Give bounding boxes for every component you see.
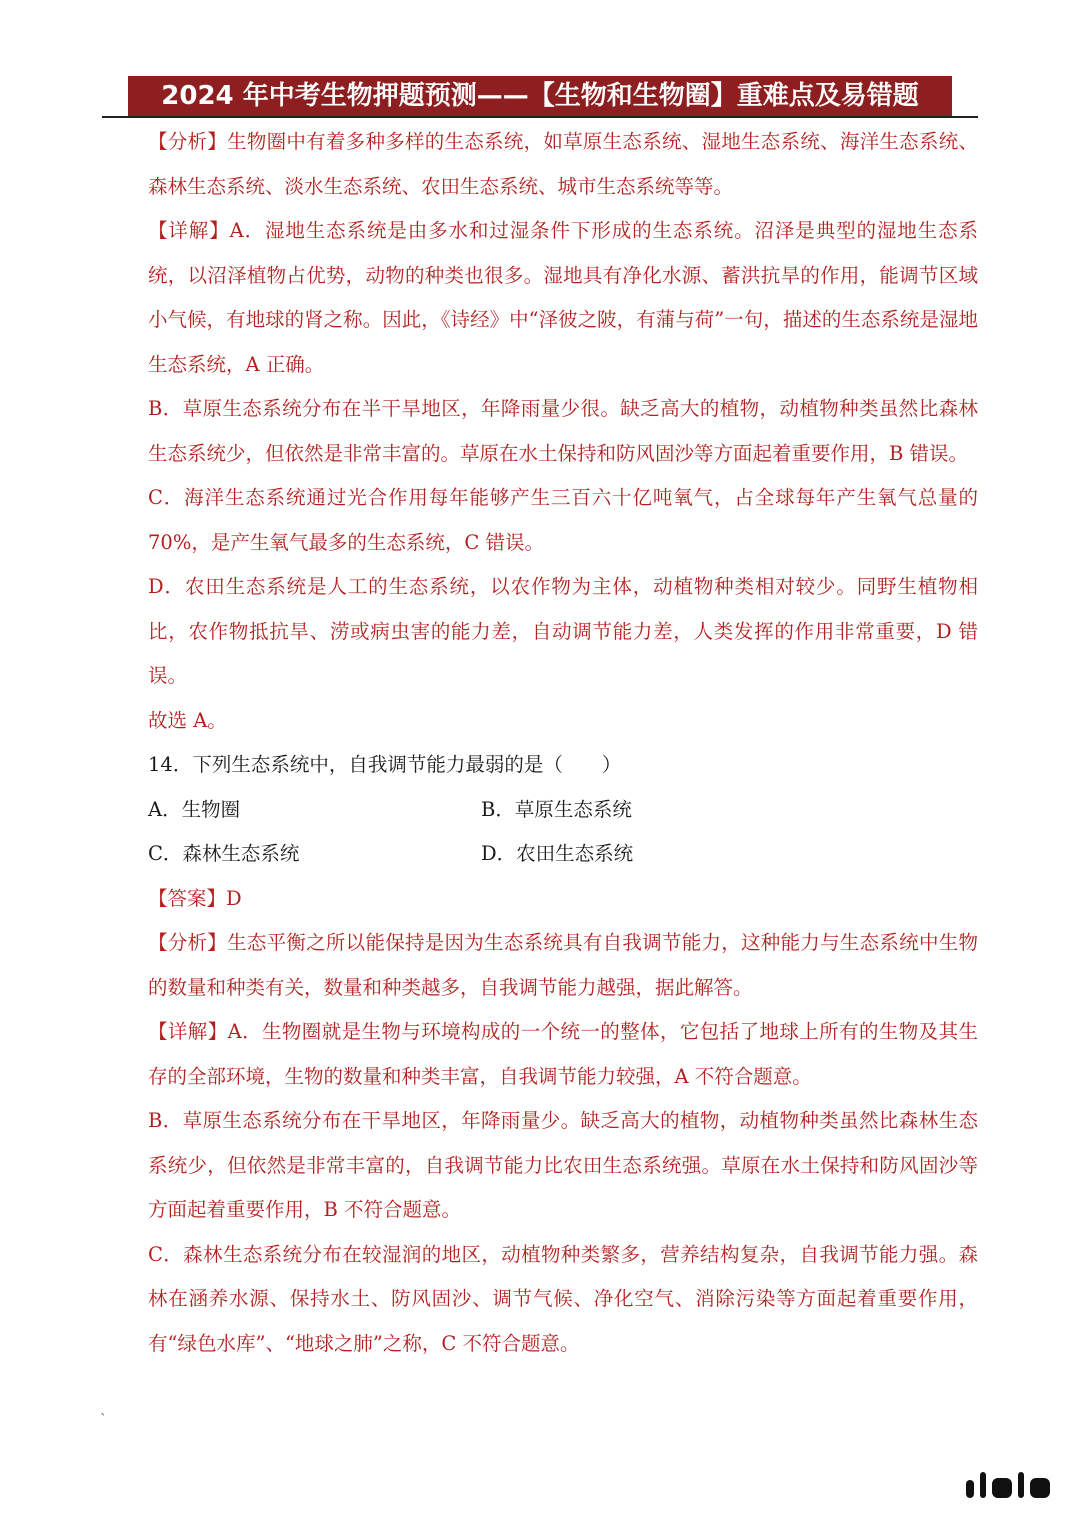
- q14-options-row-2: [148, 832, 978, 877]
- watermark-bar-icon: [992, 1478, 1012, 1498]
- watermark-logo: [966, 1472, 1050, 1498]
- q14-option-d: D．农田生态系统: [481, 842, 634, 865]
- q14-analysis: [148, 921, 978, 1010]
- q14-answer: [148, 877, 978, 922]
- q14-detail-c: C．森林生态系统分布在较湿润的地区，动植物种类繁多，营养结构复杂，自我调节能力强。森林在涵养水源、保持水土、防风固沙、调节气候、净化空气、消除污染等方面起着重要作用，有“绿色水库”、“地球之肺”之称，C 不符合题意。: [148, 1242, 978, 1355]
- q13-analysis-text: 生物圈中有着多种多样的生态系统，如草原生态系统、湿地生态系统、海洋生态系统、森林生态系统、淡水生态系统、农田生态系统、城市生态系统等等。: [148, 130, 978, 198]
- q14-detail-tag: 【详解】: [148, 1020, 228, 1043]
- watermark-bar-icon: [1018, 1472, 1024, 1498]
- q13-analysis-tag: 【分析】: [148, 130, 228, 153]
- scan-mark: `: [100, 1412, 107, 1428]
- q13-detail-d: D．农田生态系统是人工的生态系统，以农作物为主体，动植物种类相对较少。同野生植物相比，农作物抵抗旱、涝或病虫害的能力差，自动调节能力差，人类发挥的作用非常重要，D 错误。: [148, 575, 978, 687]
- q13-choose: 故选 A。: [148, 708, 227, 732]
- watermark-bar-icon: [1030, 1478, 1050, 1498]
- q14-detail-a-text: A．生物圈就是生物与环境构成的一个统一的整体，它包括了地球上所有的生物及其生存的全部环境，生物的数量和种类丰富，自我调节能力较强，A 不符合题意。: [148, 1020, 978, 1088]
- q14-analysis-text: 生态平衡之所以能保持是因为生态系统具有自我调节能力，这种能力与生态系统中生物的数量和种类有关，数量和种类越多，自我调节能力越强，据此解答。: [148, 931, 978, 999]
- q14-option-b: B．草原生态系统: [481, 797, 632, 821]
- q13-analysis: [148, 120, 978, 209]
- watermark-bar-icon: [966, 1480, 974, 1498]
- q14-analysis-tag: 【分析】: [148, 931, 228, 954]
- q14-stem: 14．下列生态系统中，自我调节能力最弱的是（ ）: [148, 753, 622, 776]
- q14-detail-a: [148, 1010, 978, 1099]
- q14-detail-b: B．草原生态系统分布在干旱地区，年降雨量少。缺乏高大的植物，动植物种类虽然比森林生态系统少，但依然是非常丰富的，自我调节能力比农田生态系统强。草原在水土保持和防风固沙等方面起着重要作用，B 不符合题意。: [148, 1109, 978, 1221]
- q13-detail-a: [148, 209, 978, 387]
- document-body: [148, 120, 978, 1366]
- q13-detail-c: C．海洋生态系统通过光合作用每年能够产生三百六十亿吨氧气，占全球每年产生氧气总量的 70%，是产生氧气最多的生态系统，C 错误。: [148, 486, 978, 554]
- q13-detail-b: B．草原生态系统分布在半干旱地区，年降雨量少很。缺乏高大的植物，动植物种类虽然比森林生态系统少，但依然是非常丰富的。草原在水土保持和防风固沙等方面起着重要作用，B 错误。: [148, 397, 978, 465]
- q13-detail-a-text: A．湿地生态系统是由多水和过湿条件下形成的生态系统。沼泽是典型的湿地生态系统，以沼泽植物占优势，动物的种类也很多。湿地具有净化水源、蓄洪抗旱的作用，能调节区域小气候，有地球的肾之称。因此，《诗经》中“泽彼之陂，有蒲与荷”一句，描述的生态系统是湿地生态系统，A 正确。: [148, 219, 978, 376]
- q14-option-c: C．森林生态系统: [148, 842, 300, 865]
- header-divider: [102, 116, 978, 118]
- q13-detail-tag: 【详解】: [148, 219, 230, 242]
- document-header-title: 2024 年中考生物押题预测——【生物和生物圈】重难点及易错题: [128, 76, 952, 116]
- q14-options-row-1: [148, 788, 978, 833]
- watermark-bar-icon: [980, 1472, 986, 1498]
- q14-answer-value: D: [226, 886, 242, 910]
- q14-option-a: A．生物圈: [148, 797, 241, 821]
- q14-answer-tag: 【答案】: [148, 886, 227, 910]
